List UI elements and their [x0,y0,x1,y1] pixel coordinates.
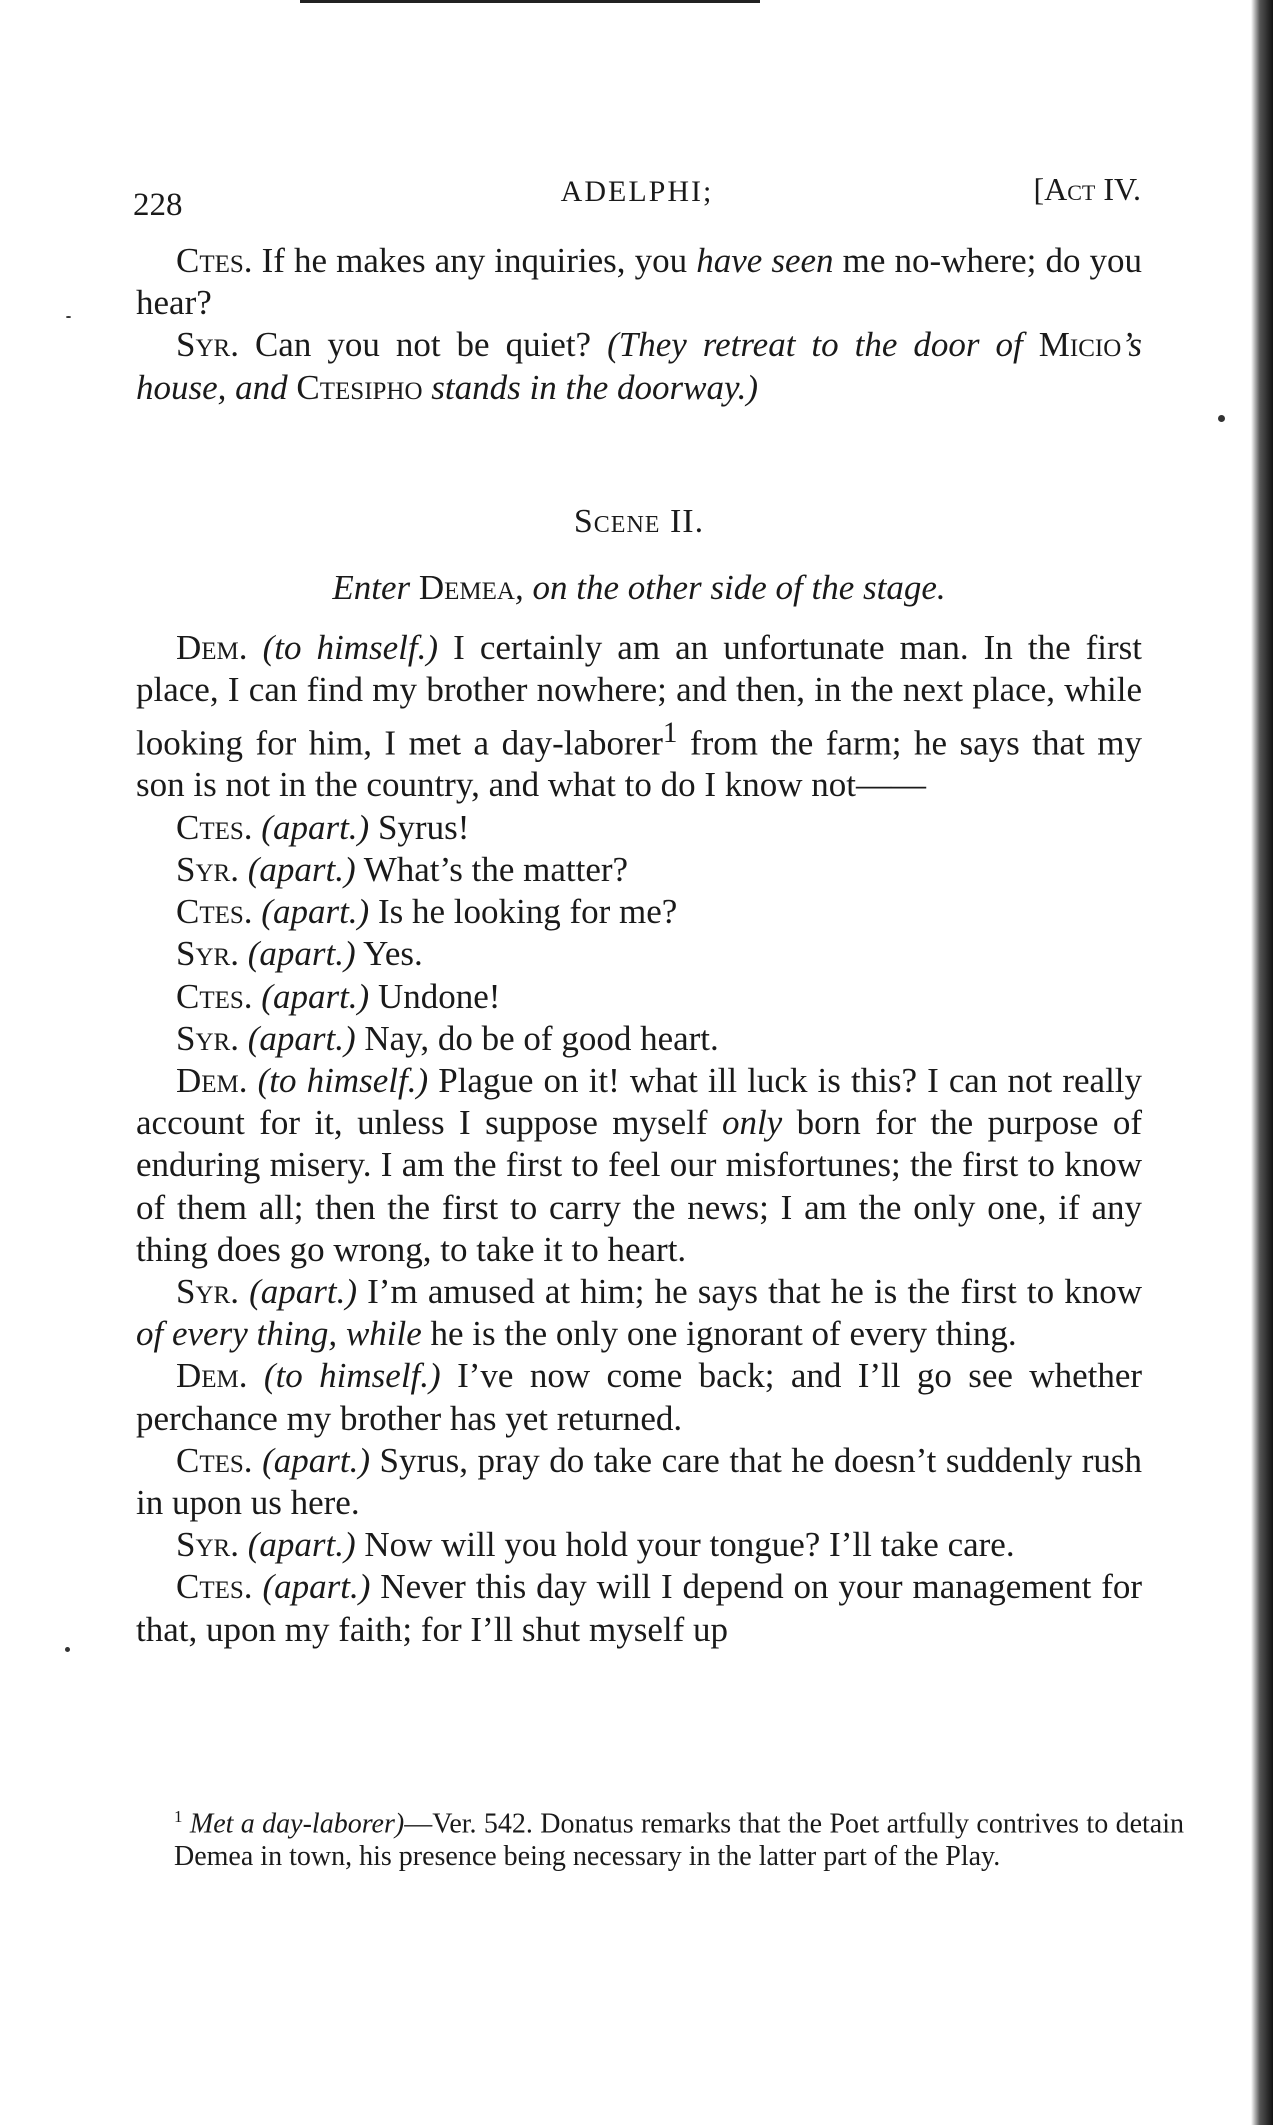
footnote-number: 1 [174,1807,183,1826]
scan-speck [66,316,71,318]
running-title: ADELPHI; [560,175,714,208]
footnote [174,1800,1184,1873]
speaker-name: Ctes. [176,807,253,847]
speaker-name: Ctes. [176,1440,253,1480]
dialogue-line: Ctes. (apart.) Never this day will I depend on your management for that, upon my faith; for I’ll shut myself up [136,1567,1143,1649]
dialogue-line: Ctes. (apart.) Is he looking for me? [176,892,678,932]
dialogue-line: Syr. (apart.) I’m amused at him; he says that he is the first to know of every thing, while he is the only one ignorant of every thing. [136,1271,1142,1354]
speaker-name: Ctes. [176,1567,253,1607]
dialogue-line: Dem. (to himself.) I certainly am an unfortunate man. In the first place, I can find my brother nowhere; and then, in the next place, while looking for him, I met a day-laborer$^1$ from the farm; he says that my son is not in the country, and what to do I know not—— [136,628,1143,805]
scene-title: Scene II. [573,502,705,540]
footnote-mark: 1 [662,716,678,749]
dialogue-line: Dem. (to himself.) I’ve now come back; and I’ll go see whether perchance my brother has yet returned. [136,1356,1143,1438]
dialogue-line: Ctes. (apart.) Syrus, pray do take care that he doesn’t suddenly rush in upon us here. [136,1440,1143,1522]
speaker-name: Dem. [176,1060,248,1100]
stage-direction-entry: Enter Demea, on the other side of the stage. [332,568,946,608]
page-number: 228 [133,187,183,223]
scan-top-edge [300,0,760,3]
footnote-text: —Ver. 542. Donatus remarks that the Poet artfully contrives to detain Demea in town, his presence being necessary in the latter part of the Play. [174,1808,1184,1873]
speaker-name: Syr. [176,1018,239,1058]
dialogue-line: Syr. (apart.) Now will you hold your tongue? I’ll take care. [176,1525,1015,1565]
scan-right-edge [1251,0,1273,2125]
dialogue-line: Dem. (to himself.) Plague on it! what ill luck is this? I can not really account for it, unless I suppose myself only born for the purpose of enduring misery. I am the first to feel our misfortunes; the first to know of them all; then the first to carry the news; I am the only one, if any thing does go wrong, to take it to heart. [136,1060,1143,1269]
dialogue-line: Ctes. (apart.) Syrus! [176,807,470,847]
speaker-name: Syr. [176,325,239,365]
speaker-name: Ctes. [176,976,253,1016]
act-label: [Act IV. [1033,171,1141,207]
speaker-name: Syr. [176,934,239,974]
speaker-name: Syr. [176,849,239,889]
scan-speck [1218,415,1225,422]
speaker-name: Syr. [176,1525,239,1565]
dialogue-line: Syr. (apart.) Nay, do be of good heart. [176,1018,719,1058]
scan-speck [65,1647,70,1652]
speaker-name: Ctes. [176,892,253,932]
speaker-name: Dem. [176,1356,248,1396]
dialogue-line: Ctes. If he makes any inquiries, you have seen me no-where; do you hear? [136,241,1143,323]
dialogue-line: Syr. Can you not be quiet? (They retreat to the door of Micio’s house, and Ctesipho stands in the doorway.) [136,325,1143,407]
dialogue-line: Syr. (apart.) What’s the matter? [176,849,629,889]
body-text [136,240,1142,1651]
footnote-lemma: Met a day-laborer) [189,1808,405,1840]
dialogue-line: Syr. (apart.) Yes. [176,934,423,974]
speaker-name: Ctes. [176,241,253,280]
page-header [133,171,1141,225]
speaker-name: Syr. [176,1271,239,1311]
dialogue-line: Ctes. (apart.) Undone! [176,976,501,1016]
speaker-name: Dem. [176,628,248,668]
